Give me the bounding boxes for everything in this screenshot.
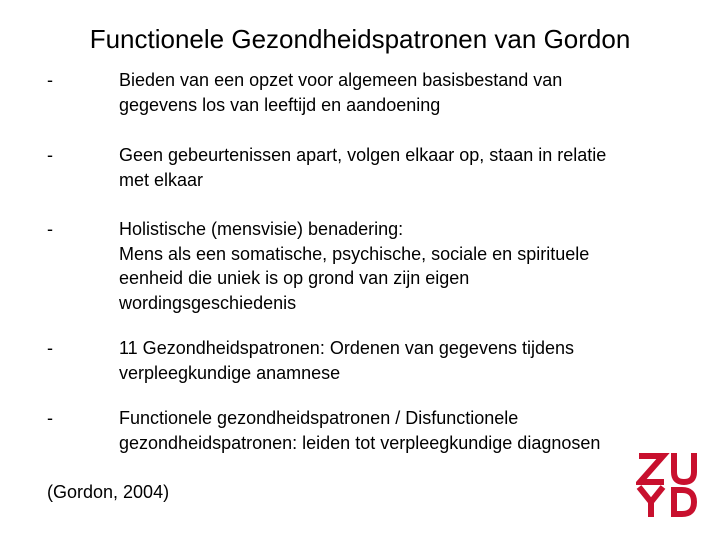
citation: (Gordon, 2004)	[47, 482, 170, 502]
logo-letter-z	[639, 456, 664, 482]
bullet-dash: -	[47, 70, 53, 90]
bullet-dash: -	[47, 408, 53, 428]
logo-letter-d	[674, 490, 694, 514]
zuyd-logo	[636, 452, 700, 518]
bullet-text: Holistische (mensvisie) benadering: Mens als een somatische, psychische, sociale en spirituele eenheid die uniek is op grond van zijn eigen wordingsgeschiedenis	[119, 219, 590, 313]
bullet-dash: -	[47, 219, 53, 239]
logo-letter-y	[639, 487, 663, 517]
bullet-dash: -	[47, 338, 53, 358]
bullet-text: 11 Gezondheidspatronen: Ordenen van gegevens tijdens verpleegkundige anamnese	[119, 338, 574, 383]
bullet-text: Bieden van een opzet voor algemeen basisbestand van gegevens los van leeftijd en aandoening	[119, 70, 563, 115]
logo-letter-u	[674, 453, 694, 482]
slide-title: Functionele Gezondheidspatronen van Gordon	[89, 24, 631, 54]
bullet-dash: -	[47, 145, 53, 165]
bullet-text: Geen gebeurtenissen apart, volgen elkaar op, staan in relatie met elkaar	[119, 145, 607, 190]
bullet-text: Functionele gezondheidspatronen / Disfunctionele gezondheidspatronen: leiden tot verpleegkundige diagnosen	[119, 408, 601, 453]
